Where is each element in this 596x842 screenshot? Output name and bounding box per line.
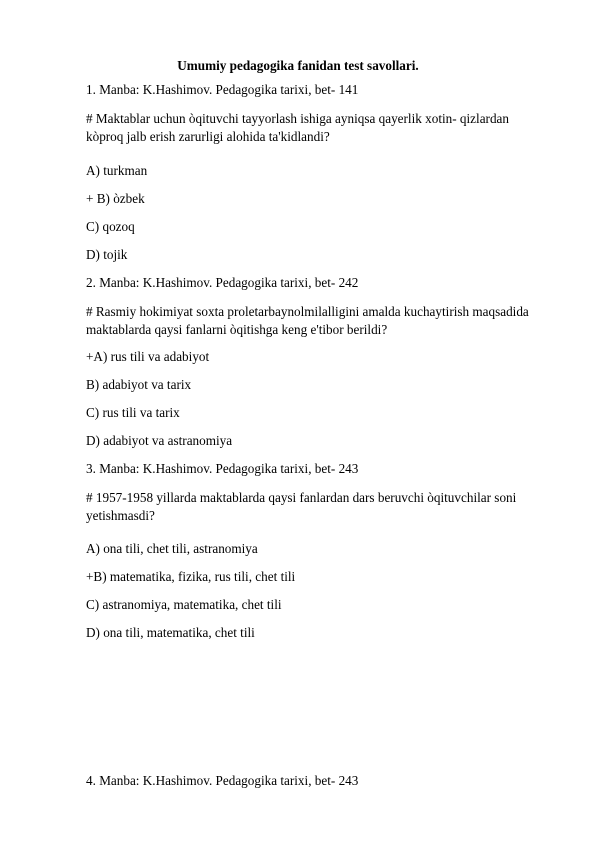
question-2-option-d: D) adabiyot va astranomiya	[86, 433, 233, 448]
question-2-source: 2. Manba: K.Hashimov. Pedagogika tarixi, bet- 242	[86, 275, 359, 290]
question-2-option-a: +A) rus tili va adabiyot	[86, 349, 210, 364]
question-3-option-b: +B) matematika, fizika, rus tili, chet tili	[86, 569, 296, 584]
question-3-text: # 1957-1958 yillarda maktablarda qaysi fanlardan dars beruvchi òqituvchilar soni yetishmasdi?	[86, 490, 517, 523]
question-1-option-a: A) turkman	[86, 163, 148, 178]
question-3-option-c: C) astranomiya, matematika, chet tili	[86, 597, 282, 612]
question-4-source: 4. Manba: K.Hashimov. Pedagogika tarixi, bet- 243	[86, 773, 359, 788]
question-2-option-c: C) rus tili va tarix	[86, 405, 180, 420]
question-1-option-c: C) qozoq	[86, 219, 135, 234]
question-3-option-a: A) ona tili, chet tili, astranomiya	[86, 541, 258, 556]
question-3-source: 3. Manba: K.Hashimov. Pedagogika tarixi, bet- 243	[86, 461, 359, 476]
question-3-option-d: D) ona tili, matematika, chet tili	[86, 625, 255, 640]
question-2-text: # Rasmiy hokimiyat soxta proletarbaynolmilalligini amalda kuchaytirish maqsadida maktablarda qaysi fanlarni òqitishga keng e'tibor berildi?	[86, 304, 529, 337]
question-1-option-d: D) tojik	[86, 247, 128, 262]
question-1-source: 1. Manba: K.Hashimov. Pedagogika tarixi, bet- 141	[86, 82, 359, 97]
question-1-option-b: + B) òzbek	[86, 191, 145, 206]
page-title: Umumiy pedagogika fanidan test savollari.	[177, 58, 419, 73]
question-2-option-b: B) adabiyot va tarix	[86, 377, 192, 392]
question-1-text: # Maktablar uchun òqituvchi tayyorlash ishiga ayniqsa qayerlik xotin- qizlardan kòproq jalb erish zarurligi alohida ta'kidlandi?	[86, 111, 509, 144]
